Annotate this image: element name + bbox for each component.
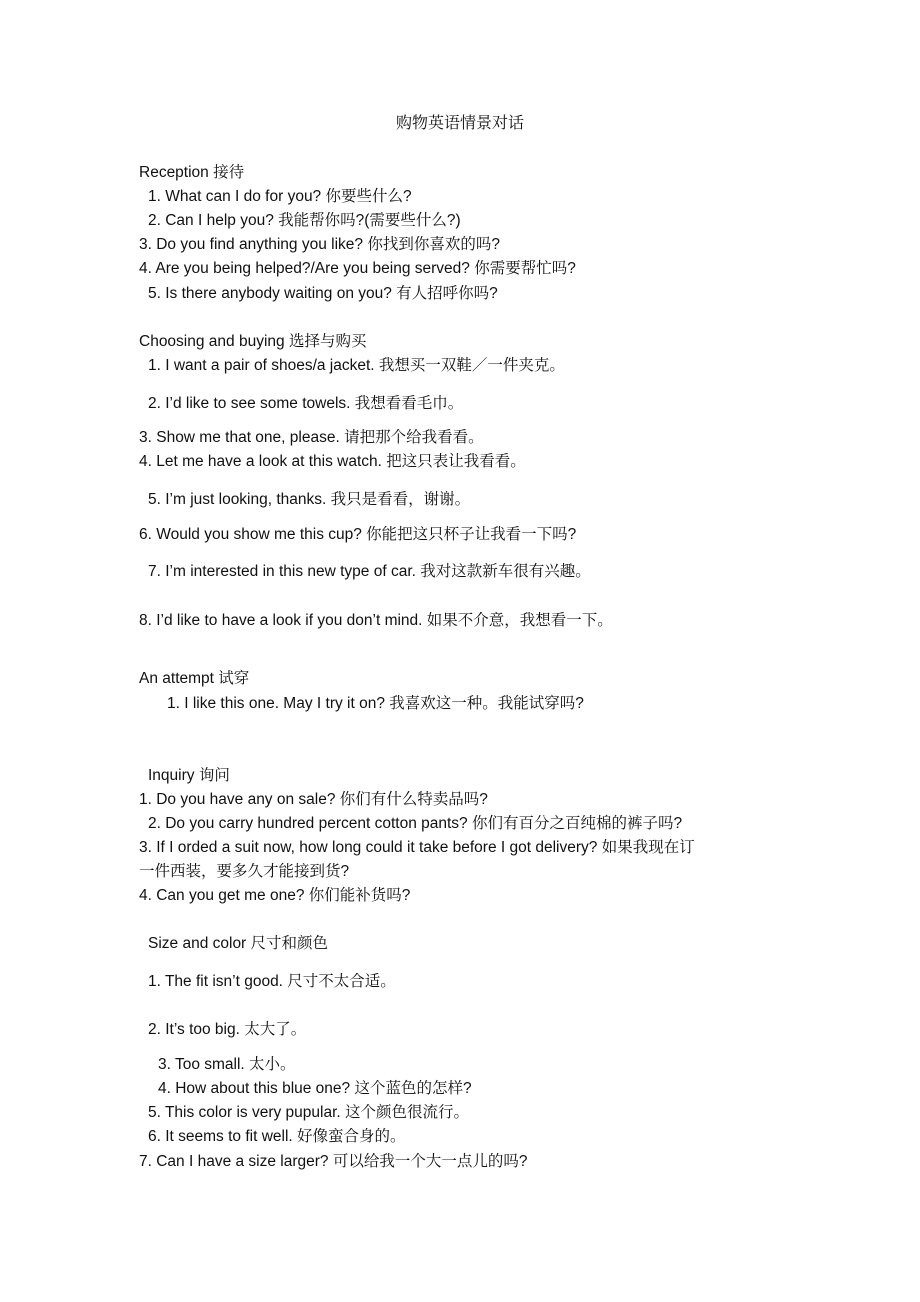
choosing-line-8: 8. I’d like to have a look if you don’t mind. 如果不介意，我想看一下。	[139, 612, 613, 629]
size-color-line-3: 3. Too small. 太小。	[158, 1056, 296, 1073]
choosing-line-3: 3. Show me that one, please. 请把那个给我看看。	[139, 429, 484, 446]
section-heading-reception: Reception 接待	[139, 164, 245, 181]
reception-line-1: 1. What can I do for you? 你要些什么?	[148, 188, 412, 205]
reception-line-2: 2. Can I help you? 我能帮你吗?(需要些什么?)	[148, 212, 461, 229]
choosing-line-6: 6. Would you show me this cup? 你能把这只杯子让我看一下吗?	[139, 526, 577, 543]
size-color-line-5: 5. This color is very pupular. 这个颜色很流行。	[148, 1104, 469, 1121]
inquiry-line-1: 1. Do you have any on sale? 你们有什么特卖品吗?	[139, 791, 488, 808]
reception-line-5: 5. Is there anybody waiting on you? 有人招呼你吗?	[148, 285, 498, 302]
inquiry-line-3: 3. If I orded a suit now, how long could it take before I got delivery? 如果我现在订	[139, 839, 695, 856]
size-color-line-4: 4. How about this blue one? 这个蓝色的怎样?	[158, 1080, 472, 1097]
choosing-line-1: 1. I want a pair of shoes/a jacket. 我想买一双鞋／一件夹克。	[148, 357, 565, 374]
page-title: 购物英语情景对话	[395, 115, 524, 132]
size-color-line-1: 1. The fit isn’t good. 尺寸不太合适。	[148, 973, 396, 990]
inquiry-line-2: 2. Do you carry hundred percent cotton pants? 你们有百分之百纯棉的裤子吗?	[148, 815, 683, 832]
size-color-line-6: 6. It seems to fit well. 好像蛮合身的。	[148, 1128, 406, 1145]
section-heading-choosing: Choosing and buying 选择与购买	[139, 333, 367, 350]
choosing-line-2: 2. I’d like to see some towels. 我想看看毛巾。	[148, 395, 464, 412]
inquiry-line-4: 4. Can you get me one? 你们能补货吗?	[139, 887, 411, 904]
section-heading-attempt: An attempt 试穿	[139, 670, 250, 687]
attempt-line-1: 1. I like this one. May I try it on? 我喜欢这一种。我能试穿吗?	[167, 695, 584, 712]
size-color-line-2: 2. It’s too big. 太大了。	[148, 1021, 307, 1038]
section-heading-inquiry: Inquiry 询问	[148, 767, 230, 784]
inquiry-line-3-cont: 一件西装，要多久才能接到货?	[139, 863, 350, 880]
reception-line-4: 4. Are you being helped?/Are you being served? 你需要帮忙吗?	[139, 260, 576, 277]
size-color-line-7: 7. Can I have a size larger? 可以给我一个大一点儿的吗?	[139, 1153, 528, 1170]
choosing-line-7: 7. I’m interested in this new type of car. 我对这款新车很有兴趣。	[148, 563, 591, 580]
choosing-line-5: 5. I’m just looking, thanks. 我只是看看，谢谢。	[148, 491, 471, 508]
choosing-line-4: 4. Let me have a look at this watch. 把这只表让我看看。	[139, 453, 526, 470]
reception-line-3: 3. Do you find anything you like? 你找到你喜欢的吗?	[139, 236, 500, 253]
section-heading-size-color: Size and color 尺寸和颜色	[148, 935, 329, 952]
